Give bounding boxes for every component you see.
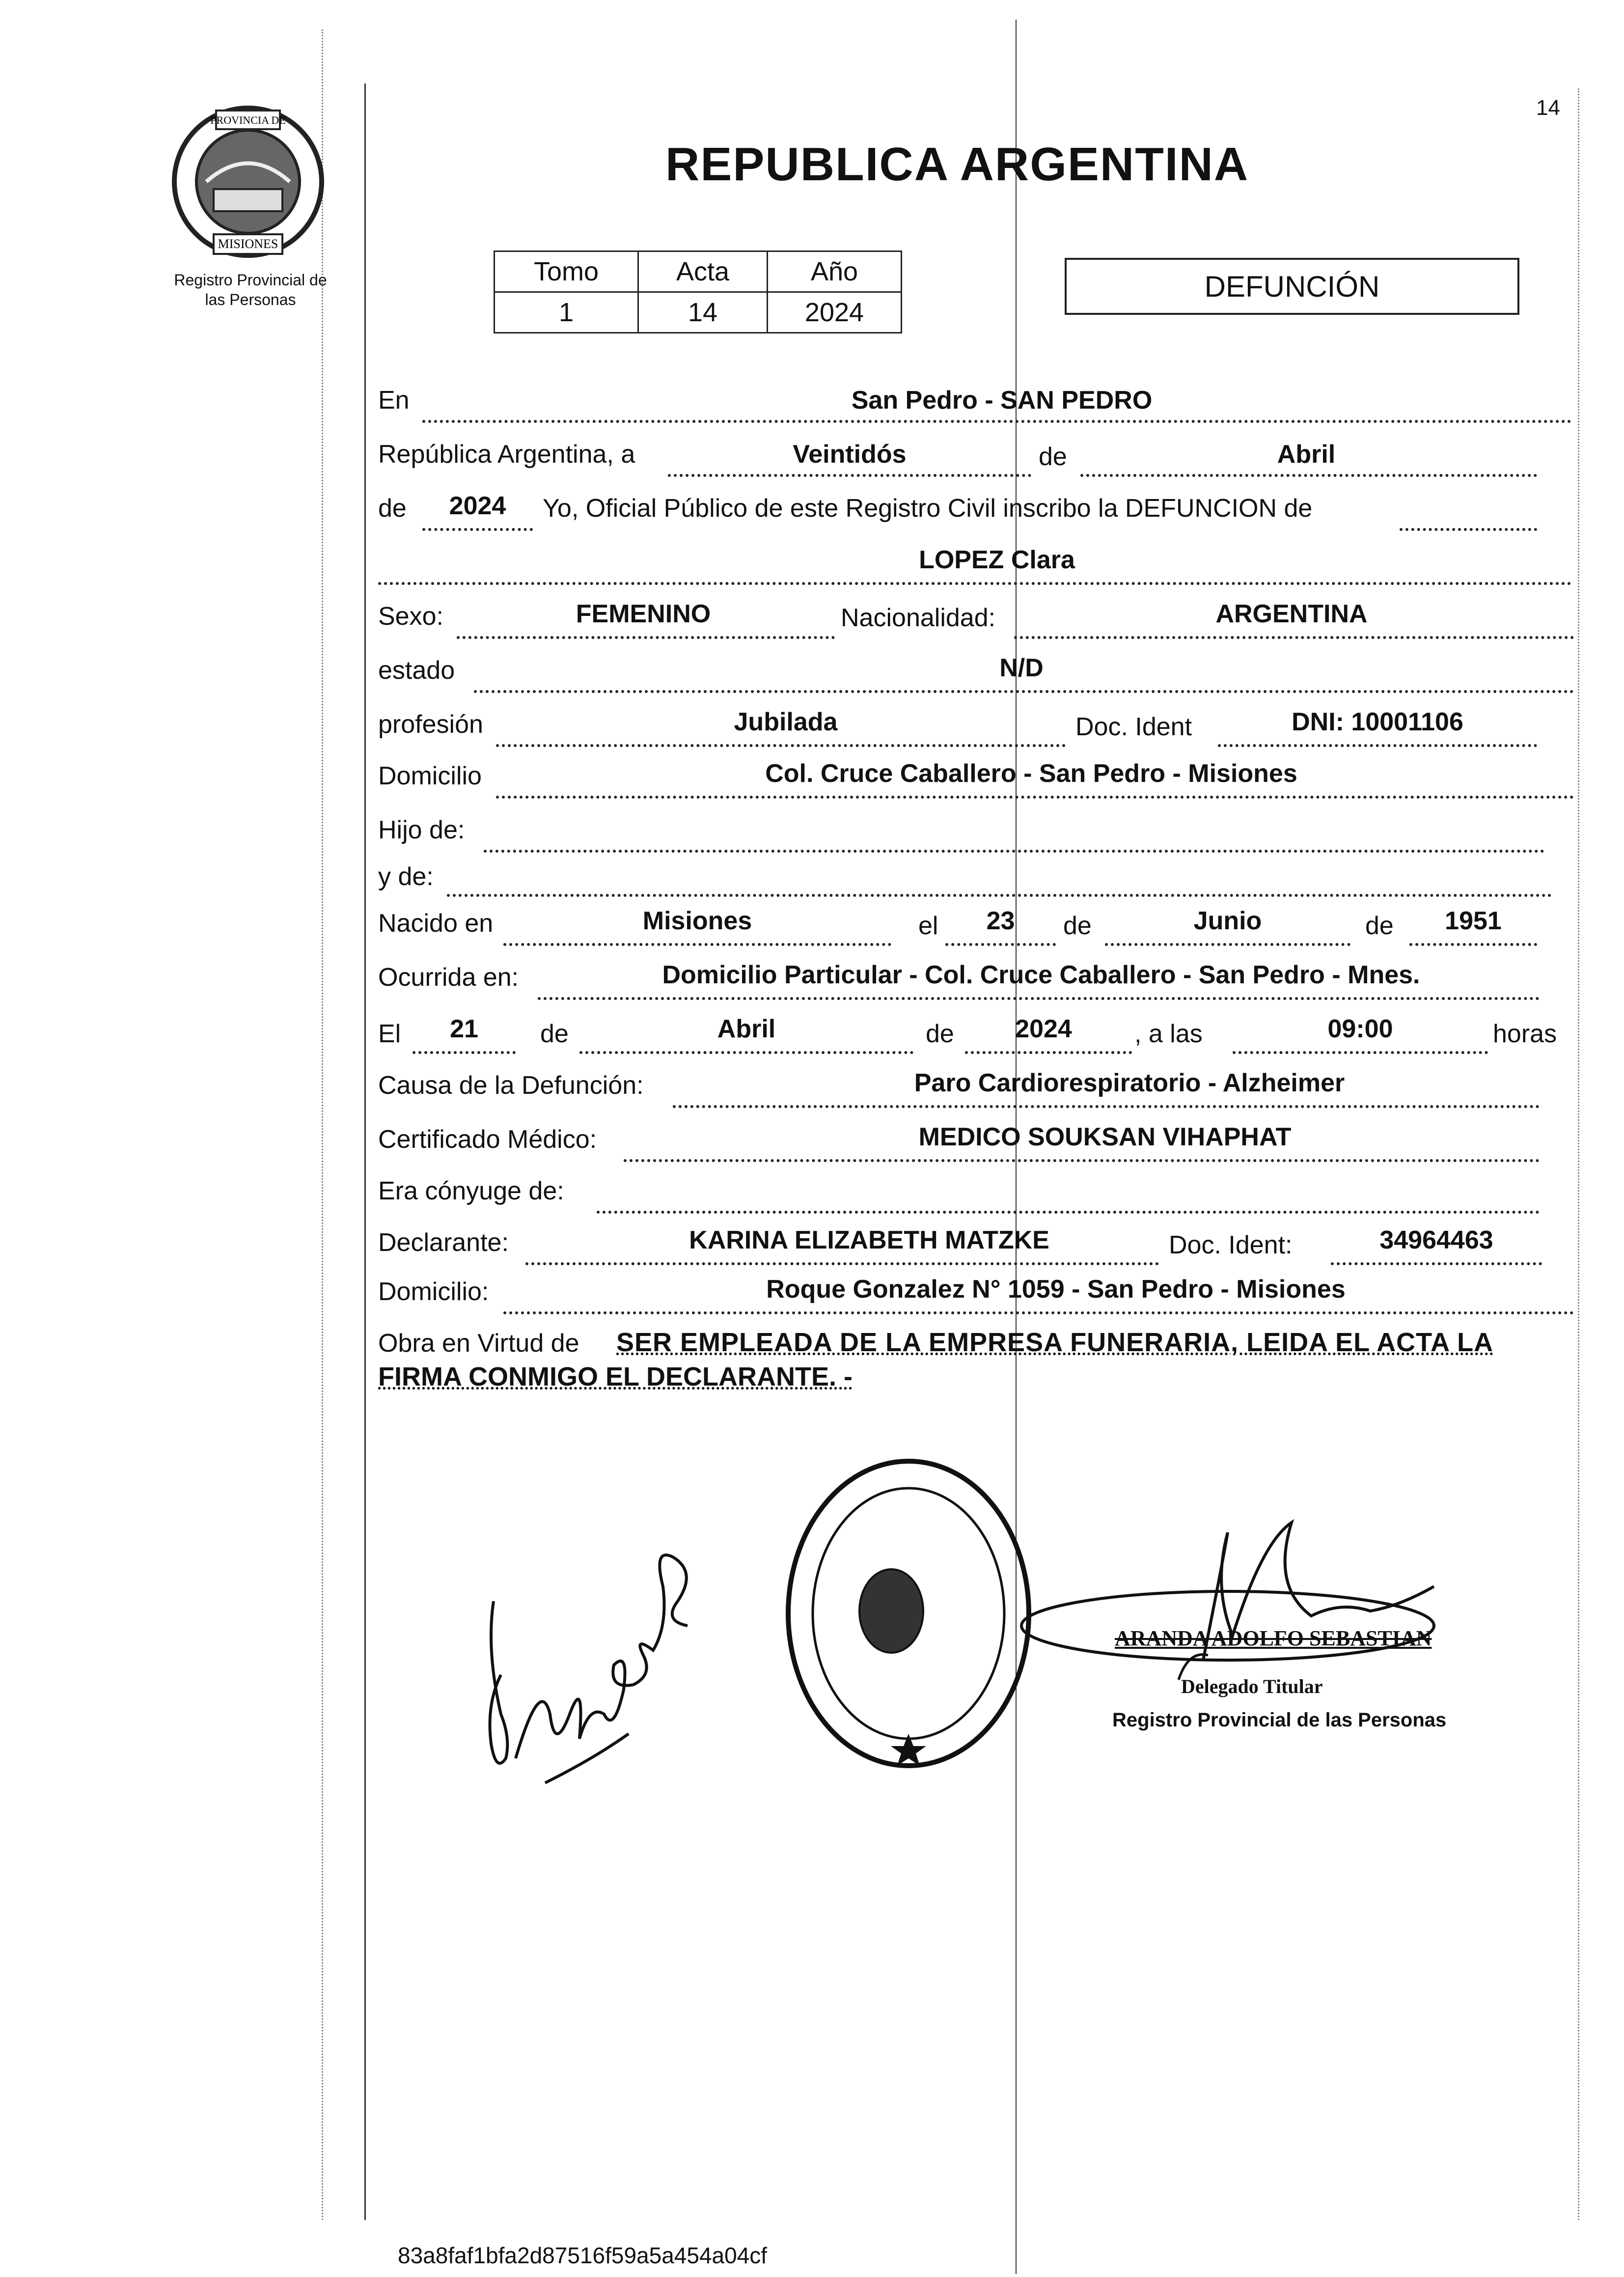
page-number: 14 [1536, 96, 1560, 120]
obra-line2: FIRMA CONMIGO EL DECLARANTE. - [378, 1362, 853, 1391]
doc-value: DNI: 10001106 [1292, 708, 1463, 736]
dotted-line [422, 420, 1571, 423]
profesion-value: Jubilada [734, 708, 838, 736]
dotted-line [538, 997, 1540, 1000]
dotted-line [496, 744, 1066, 747]
death-day: 21 [450, 1015, 478, 1043]
sexo-label: Sexo: [378, 602, 443, 631]
el2-label: El [378, 1020, 401, 1048]
official-name: ARANDA ADOLFO SEBASTIAN [1115, 1626, 1432, 1650]
nacionalidad-value: ARGENTINA [1215, 600, 1368, 628]
dotted-line [597, 1211, 1540, 1214]
horas-label: horas [1493, 1020, 1557, 1048]
dotted-line [525, 1262, 1159, 1265]
dotted-line [503, 1311, 1574, 1314]
obra-line1: SER EMPLEADA DE LA EMPRESA FUNERARIA, LEIDA EL ACTA LA [616, 1328, 1494, 1357]
right-margin-dots [1578, 88, 1579, 2220]
dotted-line [1233, 1051, 1488, 1054]
table-row [495, 251, 902, 292]
de2-label: de [378, 494, 407, 523]
dotted-line [965, 1051, 1132, 1054]
alas-label: , a las [1134, 1020, 1203, 1048]
en-label: En [378, 386, 410, 415]
dotted-line [1400, 528, 1537, 531]
dotted-line [378, 582, 1571, 585]
day-word: Veintidós [793, 440, 907, 469]
declarant-signature [467, 1527, 722, 1793]
dotted-line [673, 1105, 1540, 1108]
estado-label: estado [378, 656, 455, 685]
obra-label: Obra en Virtud de [378, 1329, 579, 1358]
registry-label-line1: Registro Provincial de [174, 271, 327, 289]
birth-day: 23 [986, 907, 1015, 935]
de-label: de [1039, 443, 1067, 471]
act-record-table [494, 250, 902, 333]
nacionalidad-label: Nacionalidad: [841, 604, 996, 632]
el-label: el [918, 912, 938, 940]
republica-label: República Argentina, a [378, 440, 635, 469]
anio-header: Año [768, 251, 902, 292]
dotted-line [422, 528, 533, 531]
left-margin-line [364, 83, 366, 2220]
causa-value: Paro Cardiorespiratorio - Alzheimer [914, 1069, 1345, 1097]
dotted-line [1409, 943, 1537, 946]
dotted-line [1331, 1262, 1542, 1265]
domicilio2-value: Roque Gonzalez N° 1059 - San Pedro - Misiones [766, 1275, 1346, 1304]
document-title: REPUBLICA ARGENTINA [665, 138, 1249, 191]
dotted-line [484, 850, 1544, 853]
dotted-line [503, 943, 891, 946]
certificado-label: Certificado Médico: [378, 1125, 597, 1154]
left-margin-dots [322, 29, 323, 2220]
dotted-line [1218, 744, 1537, 747]
act-type-box: DEFUNCIÓN [1065, 258, 1519, 315]
year-value: 2024 [449, 492, 506, 520]
official-title: Delegado Titular [1181, 1675, 1323, 1697]
doc-label: Doc. Ident [1075, 713, 1192, 741]
profesion-label: profesión [378, 710, 483, 739]
registry-label [147, 270, 354, 309]
document-hash: 83a8faf1bfa2d87516f59a5a454a04cf [398, 2243, 768, 2268]
month-word: Abril [1277, 440, 1336, 469]
declarante-label: Declarante: [378, 1228, 509, 1257]
acta-header: Acta [638, 251, 768, 292]
officer-text: Yo, Oficial Público de este Registro Civil inscribo la DEFUNCION de [543, 494, 1313, 523]
domicilio2-label: Domicilio: [378, 1277, 489, 1306]
certificado-value: MEDICO SOUKSAN VIHAPHAT [918, 1123, 1292, 1151]
de6-label: de [926, 1020, 954, 1048]
dotted-line [474, 690, 1574, 693]
dotted-line [624, 1159, 1540, 1162]
death-year: 2024 [1015, 1015, 1072, 1043]
birth-year: 1951 [1445, 907, 1502, 935]
tomo-value: 1 [495, 292, 638, 333]
domicilio-label: Domicilio [378, 762, 482, 790]
yde-label: y de: [378, 862, 434, 891]
ocurrida-value: Domicilio Particular - Col. Cruce Caballero - San Pedro - Mnes. [662, 961, 1420, 989]
dotted-line [457, 636, 835, 639]
province-seal-logo [167, 101, 329, 263]
death-month: Abril [717, 1015, 776, 1043]
hijo-label: Hijo de: [378, 816, 465, 844]
domicilio-value: Col. Cruce Caballero - San Pedro - Misiones [765, 759, 1297, 788]
seal-top-text: PROVINCIA DE [210, 114, 286, 126]
dotted-line [668, 474, 1031, 477]
dotted-line [1014, 636, 1574, 639]
causa-label: Causa de la Defunción: [378, 1071, 644, 1100]
dotted-line [413, 1051, 516, 1054]
dotted-line [1080, 474, 1537, 477]
seal-bottom-text: MISIONES [218, 237, 278, 251]
doc2-value: 34964463 [1379, 1226, 1493, 1254]
dotted-line [496, 796, 1574, 799]
conyuge-label: Era cónyuge de: [378, 1177, 564, 1205]
doc2-label: Doc. Ident: [1169, 1231, 1293, 1259]
death-time: 09:00 [1327, 1015, 1393, 1043]
official-org: Registro Provincial de las Personas [1112, 1709, 1447, 1731]
estado-value: N/D [999, 654, 1044, 682]
birth-month: Junio [1193, 907, 1262, 935]
de3-label: de [1063, 912, 1092, 940]
en-value: San Pedro - SAN PEDRO [851, 386, 1153, 415]
anio-value: 2024 [768, 292, 902, 333]
de5-label: de [540, 1020, 569, 1048]
sexo-value: FEMENINO [576, 600, 711, 628]
dotted-line [447, 894, 1552, 897]
table-row [495, 292, 902, 333]
registry-stamp [781, 1454, 1036, 1773]
acta-value: 14 [638, 292, 768, 333]
ocurrida-label: Ocurrida en: [378, 963, 519, 992]
nacido-value: Misiones [642, 907, 752, 935]
dotted-line [1105, 943, 1350, 946]
dotted-line [579, 1051, 913, 1054]
nacido-label: Nacido en [378, 909, 494, 938]
deceased-name: LOPEZ Clara [919, 546, 1075, 574]
registry-label-line2: las Personas [205, 291, 296, 308]
tomo-header: Tomo [495, 251, 638, 292]
declarante-value: KARINA ELIZABETH MATZKE [689, 1226, 1049, 1254]
de4-label: de [1365, 912, 1394, 940]
dotted-line [945, 943, 1056, 946]
